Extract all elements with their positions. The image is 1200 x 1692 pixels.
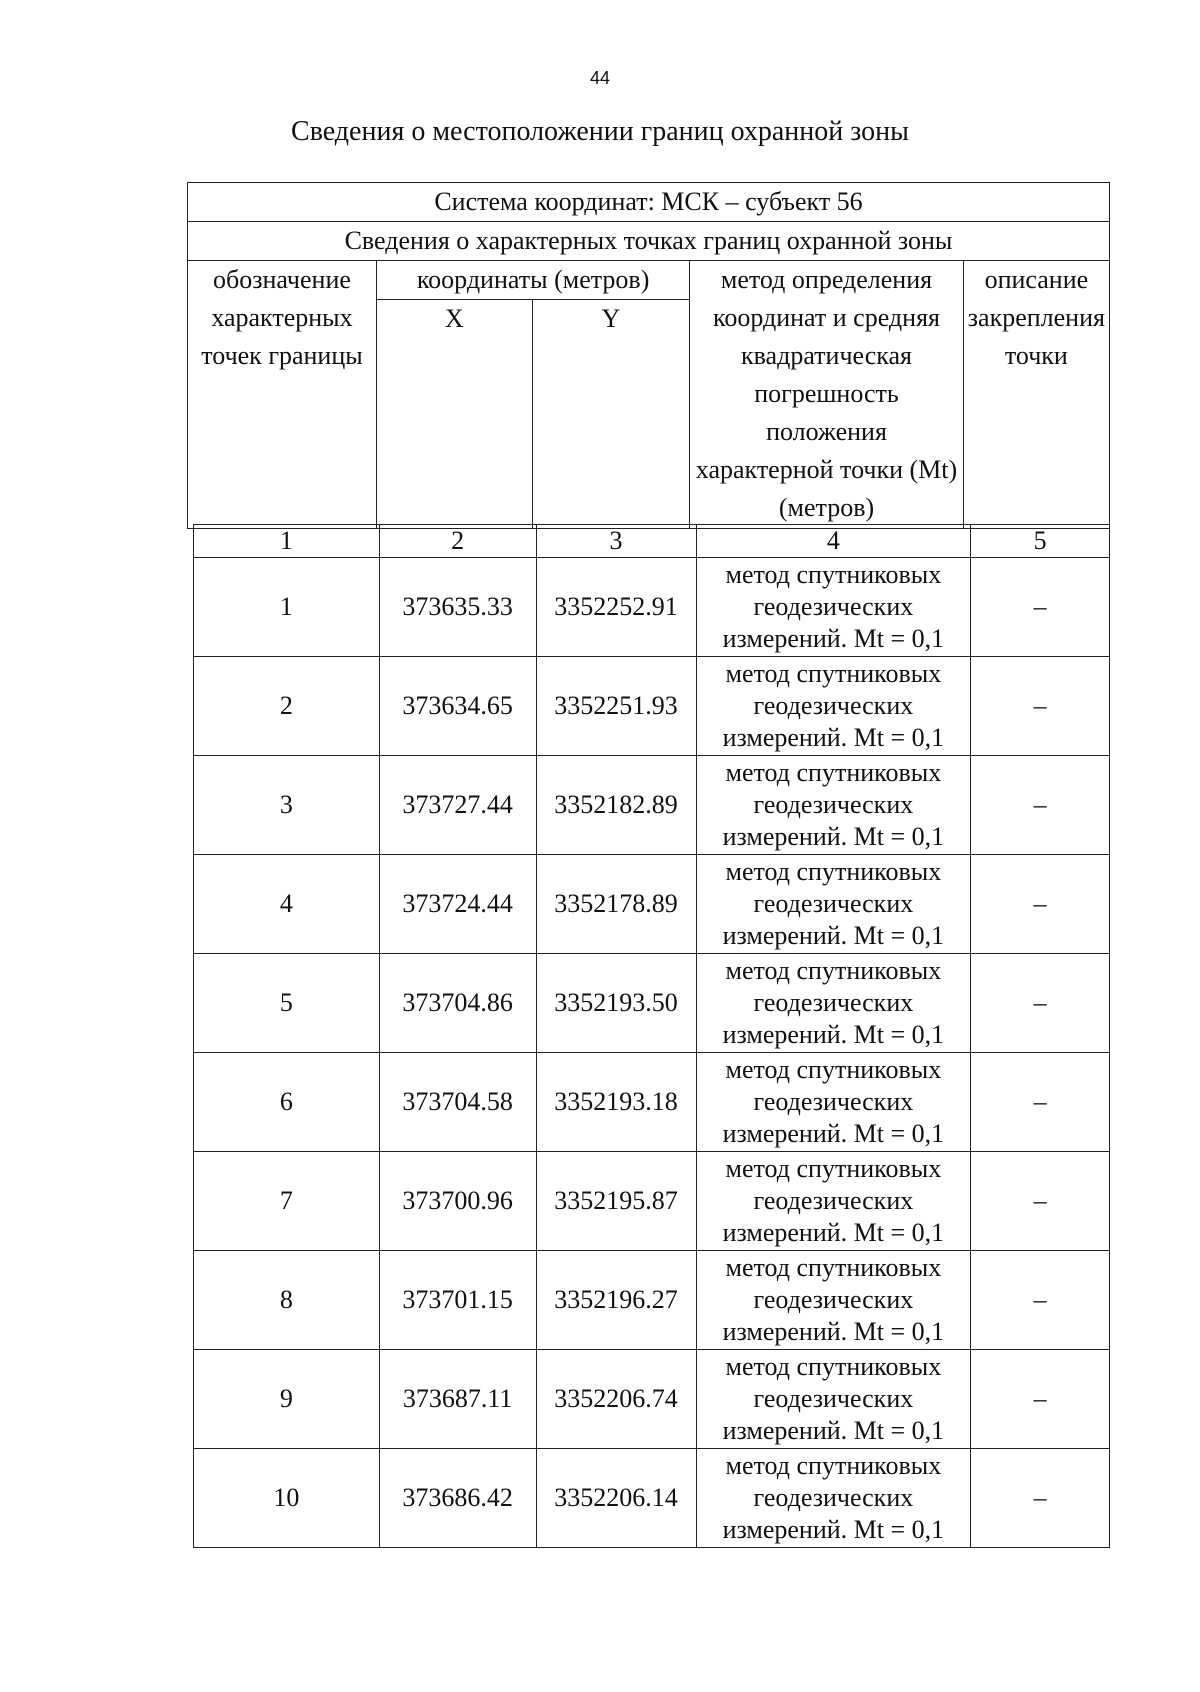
description-cell: – [971, 1152, 1110, 1251]
point-cell: 3 [194, 756, 380, 855]
section-title: Сведения о характерных точках границ охранной зоны [188, 222, 1110, 261]
data-table [193, 524, 1110, 1548]
method-cell: метод спутниковых геодезических измерений. Mt = 0,1 [696, 1251, 971, 1350]
method-cell: метод спутниковых геодезических измерений. Mt = 0,1 [696, 657, 971, 756]
coordinate-system: Система координат: МСК – субъект 56 [188, 183, 1110, 222]
table-header [187, 182, 1110, 529]
method-cell: метод спутниковых геодезических измерений. Mt = 0,1 [696, 1152, 971, 1251]
table-row [194, 1449, 1110, 1548]
x-coordinate-cell: 373686.42 [379, 1449, 536, 1548]
x-coordinate-cell: 373704.86 [379, 954, 536, 1053]
page-number: 44 [589, 68, 611, 88]
point-cell: 6 [194, 1053, 380, 1152]
description-cell: – [971, 954, 1110, 1053]
header-x: X [376, 300, 532, 529]
x-coordinate-cell: 373700.96 [379, 1152, 536, 1251]
header-y: Y [532, 300, 690, 529]
y-coordinate-cell: 3352193.50 [536, 954, 696, 1053]
table-row [194, 1251, 1110, 1350]
point-cell: 5 [194, 954, 380, 1053]
header-coordinates: координаты (метров) [376, 261, 689, 300]
description-cell: – [971, 855, 1110, 954]
method-cell: метод спутниковых геодезических измерений. Mt = 0,1 [696, 954, 971, 1053]
point-cell: 8 [194, 1251, 380, 1350]
table-row [194, 855, 1110, 954]
table-row [194, 1152, 1110, 1251]
y-coordinate-cell: 3352206.74 [536, 1350, 696, 1449]
column-number: 4 [696, 525, 971, 558]
header-description: описание закрепления точки [963, 261, 1109, 529]
y-coordinate-cell: 3352195.87 [536, 1152, 696, 1251]
point-cell: 7 [194, 1152, 380, 1251]
x-coordinate-cell: 373701.15 [379, 1251, 536, 1350]
table-row [194, 558, 1110, 657]
x-coordinate-cell: 373704.58 [379, 1053, 536, 1152]
page-title: Сведения о местоположении границ охранной зоны [291, 116, 909, 147]
description-cell: – [971, 657, 1110, 756]
y-coordinate-cell: 3352196.27 [536, 1251, 696, 1350]
point-cell: 10 [194, 1449, 380, 1548]
column-number: 1 [194, 525, 380, 558]
x-coordinate-cell: 373634.65 [379, 657, 536, 756]
point-cell: 2 [194, 657, 380, 756]
header-method: метод определения координат и средняя квадратическая погрешность положения характерной точки (Mt) (метров) [690, 261, 963, 529]
method-cell: метод спутниковых геодезических измерений. Mt = 0,1 [696, 1350, 971, 1449]
method-cell: метод спутниковых геодезических измерений. Mt = 0,1 [696, 1449, 971, 1548]
table-row [194, 756, 1110, 855]
table-row [194, 1053, 1110, 1152]
description-cell: – [971, 1251, 1110, 1350]
y-coordinate-cell: 3352206.14 [536, 1449, 696, 1548]
x-coordinate-cell: 373687.11 [379, 1350, 536, 1449]
point-cell: 9 [194, 1350, 380, 1449]
point-cell: 1 [194, 558, 380, 657]
y-coordinate-cell: 3352182.89 [536, 756, 696, 855]
method-cell: метод спутниковых геодезических измерений. Mt = 0,1 [696, 1053, 971, 1152]
table-row [194, 657, 1110, 756]
column-number: 2 [379, 525, 536, 558]
table-row [194, 954, 1110, 1053]
section-title-row [188, 222, 1110, 261]
y-coordinate-cell: 3352252.91 [536, 558, 696, 657]
coordinate-system-row [188, 183, 1110, 222]
description-cell: – [971, 1449, 1110, 1548]
point-cell: 4 [194, 855, 380, 954]
description-cell: – [971, 1053, 1110, 1152]
column-number: 5 [971, 525, 1110, 558]
header-row [188, 261, 1110, 300]
column-number: 3 [536, 525, 696, 558]
x-coordinate-cell: 373724.44 [379, 855, 536, 954]
y-coordinate-cell: 3352178.89 [536, 855, 696, 954]
x-coordinate-cell: 373635.33 [379, 558, 536, 657]
description-cell: – [971, 756, 1110, 855]
y-coordinate-cell: 3352251.93 [536, 657, 696, 756]
column-number-row [194, 525, 1110, 558]
description-cell: – [971, 1350, 1110, 1449]
method-cell: метод спутниковых геодезических измерений. Mt = 0,1 [696, 756, 971, 855]
y-coordinate-cell: 3352193.18 [536, 1053, 696, 1152]
method-cell: метод спутниковых геодезических измерений. Mt = 0,1 [696, 855, 971, 954]
table-row [194, 1350, 1110, 1449]
description-cell: – [971, 558, 1110, 657]
method-cell: метод спутниковых геодезических измерений. Mt = 0,1 [696, 558, 971, 657]
x-coordinate-cell: 373727.44 [379, 756, 536, 855]
header-point-designation: обозначение характерных точек границы [188, 261, 377, 529]
